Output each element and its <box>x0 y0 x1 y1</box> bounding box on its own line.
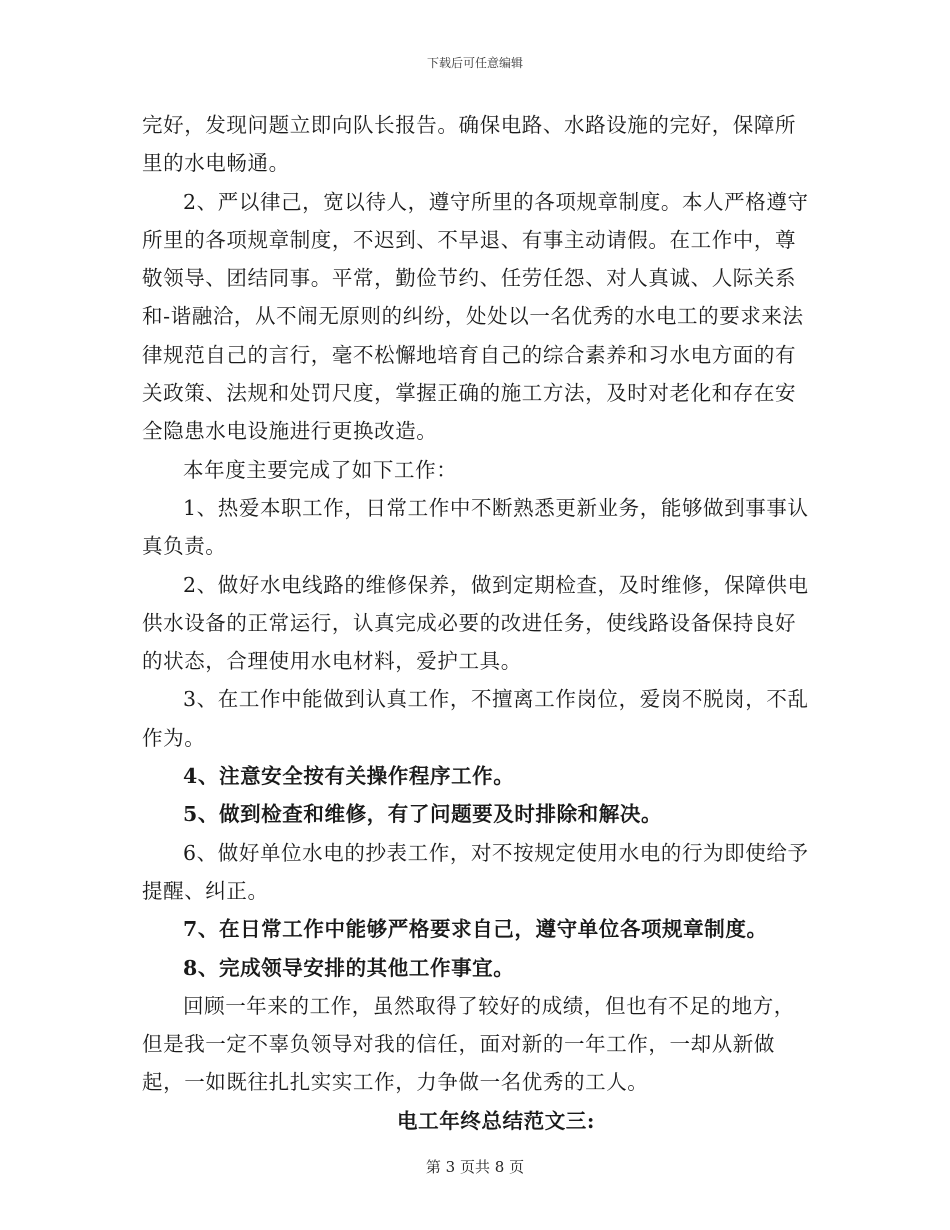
paragraph-work-item-1: 1、热爱本职工作，日常工作中不断熟悉更新业务，能够做到事事认真负责。 <box>142 495 809 559</box>
paragraph-work-item-7: 7、在日常工作中能够严格要求自己，遵守单位各项规章制度。 <box>183 917 768 942</box>
paragraph-work-item-5: 5、做到检查和维修，有了问题要及时排除和解决。 <box>183 802 663 827</box>
paragraph-work-item-3: 3、在工作中能做到认真工作，不擅离工作岗位，爱岗不脱岗，不乱作为。 <box>142 687 809 750</box>
paragraph-item-2-discipline: 2、严以律己，宽以待人，遵守所里的各项规章制度。本人严格遵守所里的各项规章制度，不迟到、不早退、有事主动请假。在工作中，尊敬领导、团结同事。平常，勤俭节约、任劳任怨、对人真诚、人际关系和-谐融洽，从不闹无原则的纠纷，处处以一名优秀的水电工的要求来法律规范自己的言行，毫不松懈地培育自己的综合素养和习水电方面的有关政策、法规和处罚尺度，掌握正确的施工方法，及时对老化和存在安全隐患水电设施进行更换改造。 <box>142 189 809 444</box>
paragraph-work-item-4: 4、注意安全按有关操作程序工作。 <box>183 764 515 789</box>
paragraph-review: 回顾一年来的工作，虽然取得了较好的成绩，但也有不足的地方，但是我一定不辜负领导对我的信任，面对新的一年工作，一却从新做起，一如既往扎扎实实工作，力争做一名优秀的工人。 <box>142 993 795 1095</box>
document-body <box>142 106 812 1140</box>
paragraph-work-item-8: 8、完成领导安排的其他工作事宜。 <box>183 955 515 980</box>
section-title: 电工年终总结范文三: <box>397 1108 596 1133</box>
paragraph-continuation: 完好，发现问题立即向队长报告。确保电路、水路设施的完好，保障所里的水电畅通。 <box>142 113 797 176</box>
header-note: 下载后可任意编辑 <box>426 56 523 70</box>
paragraph-work-item-6: 6、做好单位水电的抄表工作，对不按规定使用水电的行为即使给予提醒、纠正。 <box>142 840 809 903</box>
page-indicator: 第 3 页共 8 页 <box>425 1158 525 1176</box>
paragraph-work-intro: 本年度主要完成了如下工作： <box>183 457 458 482</box>
paragraph-work-item-2: 2、做好水电线路的维修保养，做到定期检查，及时维修，保障供电供水设备的正常运行，认真完成必要的改进任务，使线路设备保持良好的状态，合理使用水电材料，爱护工具。 <box>142 572 809 674</box>
